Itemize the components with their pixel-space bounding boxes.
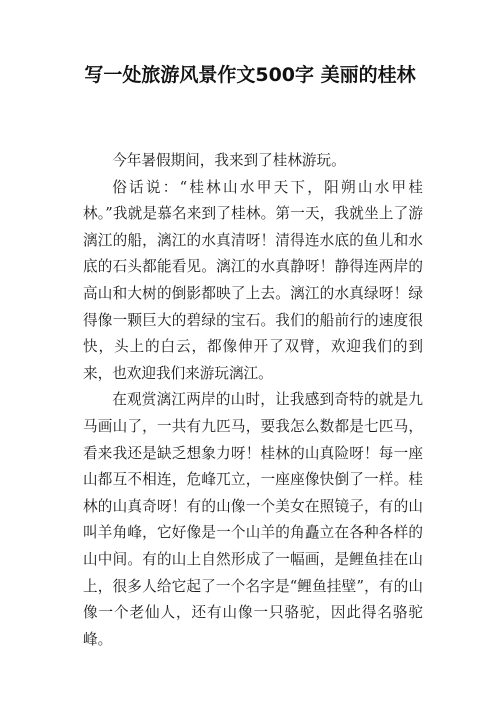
- paragraph-lijiang: 俗话说：“桂林山水甲天下，阳朔山水甲桂林。”我就是慕名来到了桂林。第一天，我就坐上了游漓江的船，漓江的水真清呀！清得连水底的鱼儿和水底的石头都能看见。漓江的水真静呀！静得连两岸的高山和大树的倒影都映了上去。漓江的水真绿呀！绿得像一颗巨大的碧绿的宝石。我们的船前行的速度很快，头上的白云，都像伸开了双臂，欢迎我们的到来，也欢迎我们来游玩漓江。: [83, 178, 423, 382]
- paragraph-intro: 今年暑假期间，我来到了桂林游玩。: [112, 152, 346, 169]
- document-title: 写一处旅游风景作文500字 美丽的桂林: [84, 64, 416, 86]
- document-body: [83, 148, 423, 653]
- paragraph-mountains: 在观赏漓江两岸的山时，让我感到奇特的就是九马画山了，一共有九匹马，要我怎么数都是七匹马，看来我还是缺乏想象力呀！桂林的山真险呀！每一座山都互不相连，危峰兀立，一座座像快倒了一样。桂林的山真奇呀！有的山像一个美女在照镜子，有的山叫羊角峰，它好像是一个山羊的角矗立在各种各样的山中间。有的山上自然形成了一幅画，是鲤鱼挂在山上，很多人给它起了一个名字是“鲤鱼挂壁”，有的山像一个老仙人，还有山像一只骆驼，因此得名骆驼峰。: [83, 391, 423, 648]
